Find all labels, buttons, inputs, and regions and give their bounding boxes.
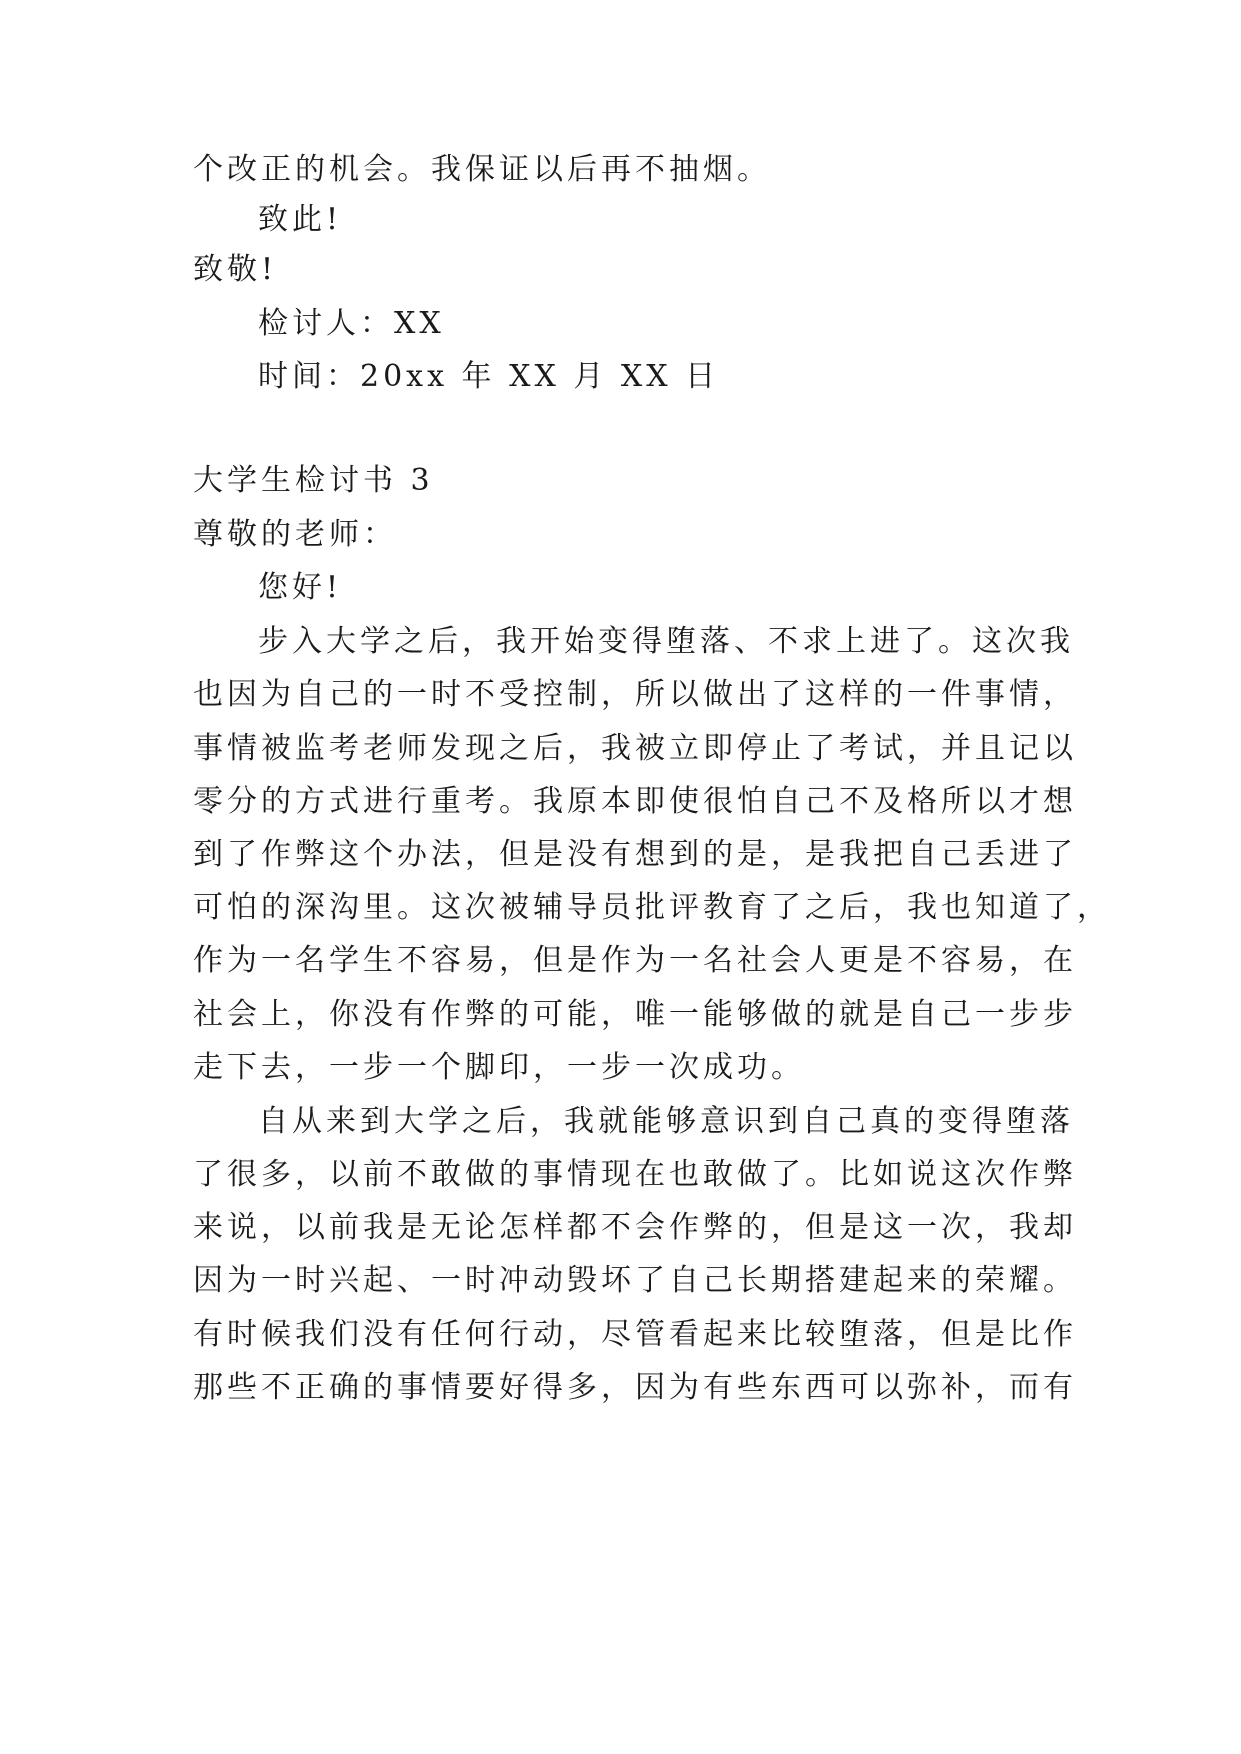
paragraph-line: 零分的方式进行重考。我原本即使很怕自己不及格所以才想 [193,784,1077,819]
paragraph-line: 事情被监考老师发现之后，我被立即停止了考试，并且记以 [193,731,1077,766]
salutation-line: 致敬! [193,252,278,287]
paragraph-line: 可怕的深沟里。这次被辅导员批评教育了之后，我也知道了， [193,890,1111,925]
paragraph-line: 那些不正确的事情要好得多，因为有些东西可以弥补，而有 [193,1370,1077,1405]
greeting-hello: 您好! [258,570,343,605]
paragraph-line: 到了作弊这个办法，但是没有想到的是，是我把自己丢进了 [193,837,1077,872]
paragraph-line: 走下去，一步一个脚印，一步一次成功。 [193,1050,805,1085]
section-title: 大学生检讨书 3 [193,463,434,498]
closing-line: 致此! [258,202,343,237]
signature-line: 检讨人：XX [258,306,445,341]
greeting-line: 尊敬的老师： [193,517,397,552]
paragraph-line: 也因为自己的一时不受控制，所以做出了这样的一件事情， [193,677,1077,712]
paragraph-line: 了很多，以前不敢做的事情现在也敢做了。比如说这次作弊 [193,1157,1077,1192]
paragraph-line: 步入大学之后，我开始变得堕落、不求上进了。这次我 [258,624,1074,659]
paragraph-line: 社会上，你没有作弊的可能，唯一能够做的就是自己一步步 [193,997,1077,1032]
paragraph-line: 来说，以前我是无论怎样都不会作弊的，但是这一次，我却 [193,1210,1077,1245]
date-line: 时间：20xx 年 XX 月 XX 日 [258,359,720,394]
text-line: 个改正的机会。我保证以后再不抽烟。 [193,152,771,187]
paragraph-line: 自从来到大学之后，我就能够意识到自己真的变得堕落 [258,1104,1074,1139]
paragraph-line: 有时候我们没有任何行动，尽管看起来比较堕落，但是比作 [193,1317,1077,1352]
paragraph-line: 作为一名学生不容易，但是作为一名社会人更是不容易，在 [193,943,1077,978]
paragraph-line: 因为一时兴起、一时冲动毁坏了自己长期搭建起来的荣耀。 [193,1263,1077,1298]
